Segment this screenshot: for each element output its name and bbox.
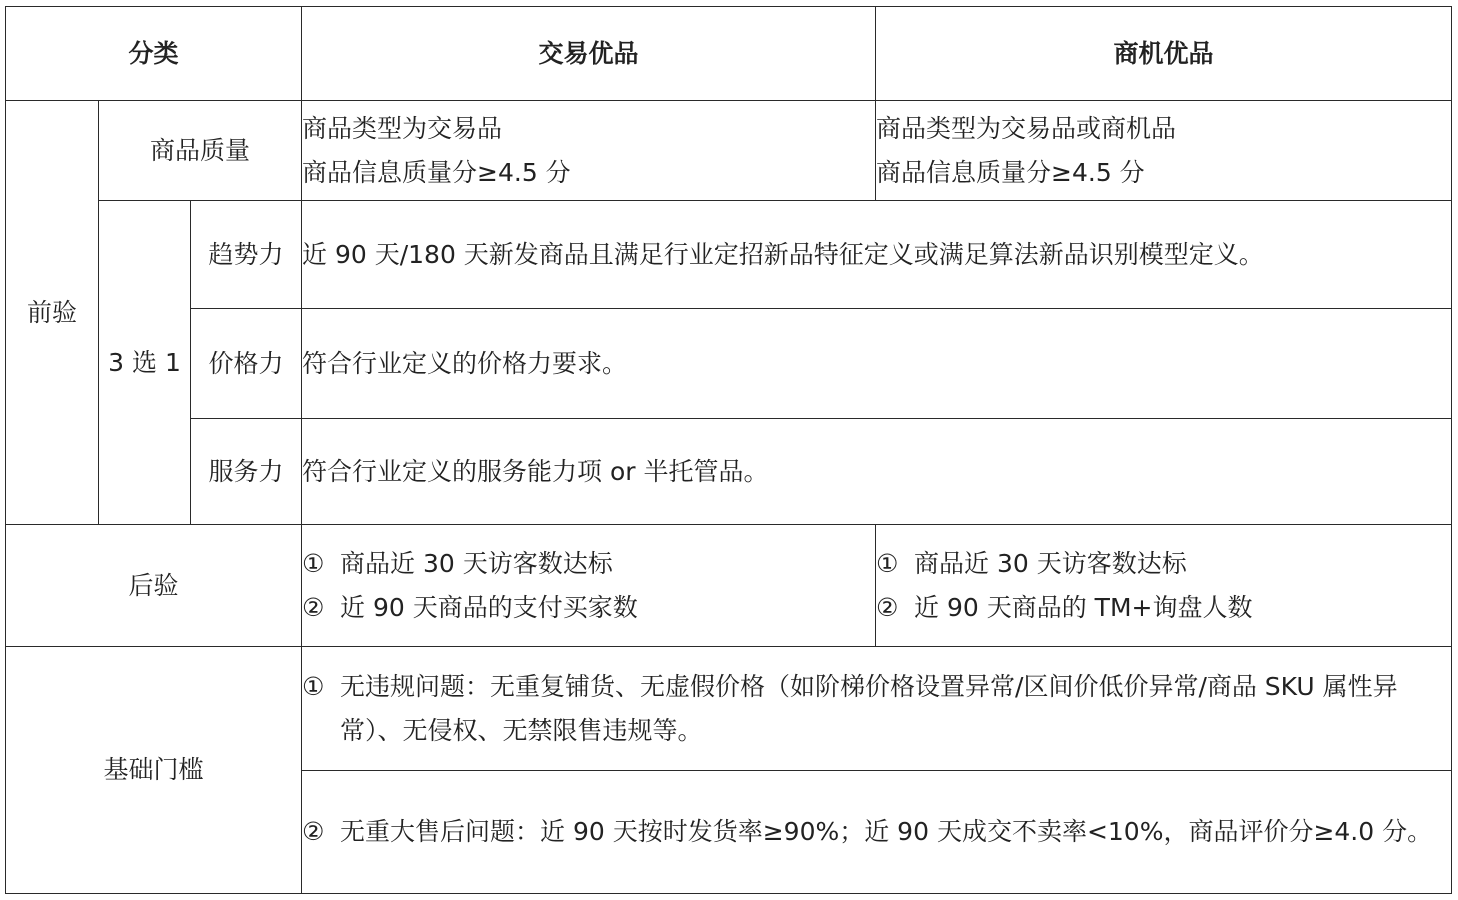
service-row [6, 419, 1452, 525]
trend-row [6, 201, 1452, 309]
criteria-table [5, 6, 1452, 894]
trend-text: 近 90 天/180 天新发商品且满足行业定招新品特征定义或满足算法新品识别模型定义。 [302, 201, 1452, 309]
price-row [6, 309, 1452, 419]
circled-number: ② [302, 592, 325, 622]
base-threshold-label: 基础门槛 [6, 647, 302, 894]
quality-trade-line: 商品信息质量分≥4.5 分 [302, 157, 571, 187]
post-biz-item [876, 542, 1451, 586]
circled-number: ② [876, 592, 899, 622]
base-row-1 [6, 647, 1452, 771]
post-biz-item [876, 586, 1451, 630]
quality-row [6, 101, 1452, 201]
pre-check-label: 前验 [6, 101, 99, 525]
post-biz-text: 商品近 30 天访客数达标 [914, 548, 1187, 578]
pick-one-label: 3 选 1 [99, 201, 191, 525]
post-trade-text: 近 90 天商品的支付买家数 [340, 592, 638, 622]
post-trade-item [302, 586, 875, 630]
quality-label: 商品质量 [99, 101, 302, 201]
price-label: 价格力 [191, 309, 302, 419]
quality-trade-cell [302, 101, 876, 201]
post-check-label: 后验 [6, 525, 302, 647]
service-label: 服务力 [191, 419, 302, 525]
base-item-1-text: 无违规问题：无重复铺货、无虚假价格（如阶梯价格设置异常/区间价低价异常/商品 SKU 属性异常）、无侵权、无禁限售违规等。 [340, 671, 1398, 745]
circled-number: ② [302, 817, 325, 846]
service-text: 符合行业定义的服务能力项 or 半托管品。 [302, 419, 1452, 525]
quality-trade-line: 商品类型为交易品 [302, 113, 503, 143]
post-biz-text: 近 90 天商品的 TM+询盘人数 [914, 592, 1253, 622]
post-check-row [6, 525, 1452, 647]
quality-biz-line: 商品类型为交易品或商机品 [876, 113, 1177, 143]
quality-biz-line: 商品信息质量分≥4.5 分 [876, 157, 1145, 187]
header-biz-quality: 商机优品 [876, 7, 1452, 101]
post-biz-cell [876, 525, 1452, 647]
base-item-2 [302, 771, 1452, 894]
circled-number: ① [302, 671, 325, 701]
post-trade-text: 商品近 30 天访客数达标 [340, 548, 613, 578]
price-text: 符合行业定义的价格力要求。 [302, 309, 1452, 419]
quality-biz-cell [876, 101, 1452, 201]
base-item-2-line [302, 810, 1451, 854]
base-item-1-line [302, 665, 1451, 753]
base-item-1 [302, 647, 1452, 771]
circled-number: ① [302, 548, 325, 578]
post-trade-item [302, 542, 875, 586]
header-category: 分类 [6, 7, 302, 101]
trend-label: 趋势力 [191, 201, 302, 309]
post-trade-cell [302, 525, 876, 647]
circled-number: ① [876, 548, 899, 578]
base-item-2-text: 无重大售后问题：近 90 天按时发货率≥90%；近 90 天成交不卖率<10%，商品评价分≥4.0 分。 [340, 817, 1433, 846]
header-row [6, 7, 1452, 101]
header-trade-quality: 交易优品 [302, 7, 876, 101]
